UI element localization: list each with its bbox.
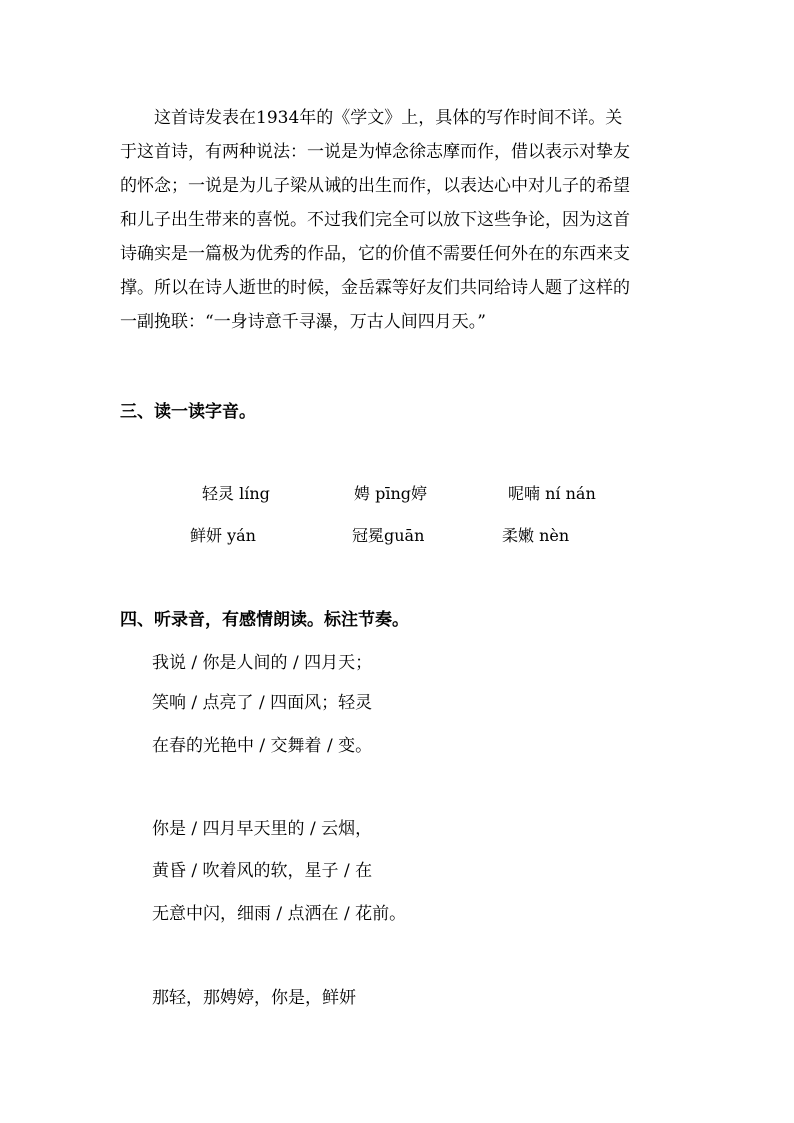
intro-line: 诗确实是一篇极为优秀的作品，它的价值不需要任何外在的东西来支 [120, 244, 630, 264]
section3-heading: 三、读一读字音。 [120, 402, 256, 422]
pinyin-item: 鲜妍 yán [190, 526, 256, 545]
poem-line: 无意中闪，细雨 / 点洒在 / 花前。 [152, 904, 407, 924]
pinyin-item: 柔嫩 nèn [502, 526, 570, 545]
poem-line: 笑响 / 点亮了 / 四面风；轻灵 [152, 693, 373, 713]
intro-line: 和儿子出生带来的喜悦。不过我们完全可以放下这些争论，因为这首 [120, 210, 630, 230]
pinyin-item: 娉 pīng婷 [354, 484, 427, 503]
intro-paragraph [120, 101, 680, 339]
poem-line: 黄昏 / 吹着风的软，星子 / 在 [152, 861, 373, 881]
intro-line: 一副挽联：“一身诗意千寻瀑，万古人间四月天。” [120, 312, 486, 332]
intro-line: 的怀念；一说是为儿子梁从诫的出生而作，以表达心中对儿子的希望 [120, 176, 630, 196]
poem-line: 我说 / 你是人间的 / 四月天； [152, 653, 373, 673]
intro-line: 这首诗发表在1934年的《学文》上，具体的写作时间不详。关 [154, 108, 623, 128]
poem-line: 在春的光艳中 / 交舞着 / 变。 [152, 736, 373, 756]
poem-line: 那轻，那娉婷，你是，鲜妍 [152, 988, 356, 1008]
intro-line: 于这首诗，有两种说法：一说是为悼念徐志摩而作，借以表示对挚友 [120, 142, 630, 162]
pinyin-item: 呢喃 ní nán [508, 484, 596, 503]
intro-line: 撑。所以在诗人逝世的时候，金岳霖等好友们共同给诗人题了这样的 [120, 278, 630, 298]
section4-heading: 四、听录音，有感情朗读。标注节奏。 [120, 610, 409, 630]
pinyin-item: 轻灵 líng [202, 484, 270, 503]
pinyin-item: 冠冕guān [352, 526, 425, 545]
poem-line: 你是 / 四月早天里的 / 云烟， [152, 819, 373, 839]
